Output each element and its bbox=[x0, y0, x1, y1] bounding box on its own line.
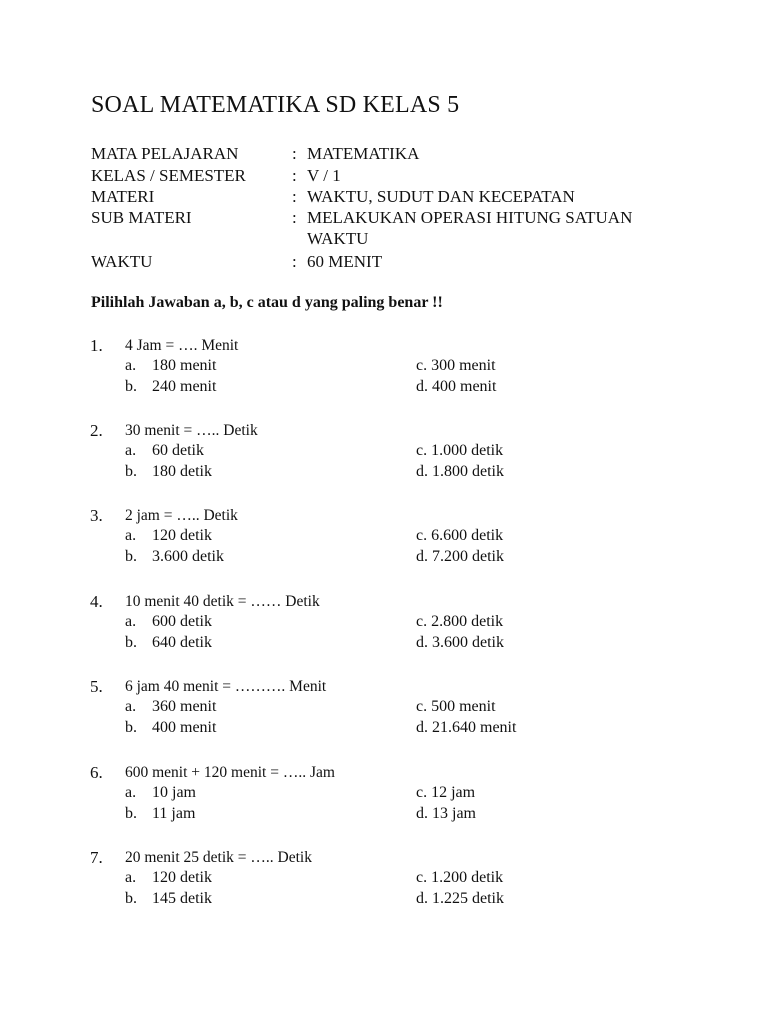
meta-colon: : bbox=[292, 187, 297, 206]
option-b bbox=[125, 463, 212, 481]
meta-label: SUB MATERI bbox=[91, 208, 192, 227]
option-letter: b. bbox=[125, 634, 137, 651]
option-a bbox=[125, 698, 216, 716]
option-a bbox=[125, 869, 212, 887]
meta-value: 60 MENIT bbox=[307, 252, 383, 271]
meta-colon: : bbox=[292, 252, 297, 271]
option-text: 640 detik bbox=[152, 634, 212, 651]
question-text: 20 menit 25 detik = ….. Detik bbox=[125, 849, 312, 866]
page-title: SOAL MATEMATIKA SD KELAS 5 bbox=[91, 92, 460, 118]
question-text: 2 jam = ….. Detik bbox=[125, 507, 238, 524]
option-d: d. 1.225 detik bbox=[416, 890, 504, 907]
question-number: 7. bbox=[90, 848, 103, 867]
option-text: 240 menit bbox=[152, 378, 217, 395]
option-b bbox=[125, 805, 195, 823]
instruction-text: Pilihlah Jawaban a, b, c atau d yang paling benar !! bbox=[91, 294, 443, 311]
question-item bbox=[0, 592, 768, 658]
question-item bbox=[0, 763, 768, 829]
meta-colon: : bbox=[292, 144, 297, 163]
question-number: 4. bbox=[90, 592, 103, 611]
question-number: 6. bbox=[90, 763, 103, 782]
option-letter: a. bbox=[125, 613, 137, 630]
question-item bbox=[0, 677, 768, 743]
option-b bbox=[125, 890, 212, 908]
option-letter: a. bbox=[125, 442, 137, 459]
question-text: 600 menit + 120 menit = ….. Jam bbox=[125, 764, 335, 781]
option-text: 180 detik bbox=[152, 463, 212, 480]
meta-value: MATEMATIKA bbox=[307, 144, 420, 163]
question-item bbox=[0, 848, 768, 914]
meta-value: V / 1 bbox=[307, 166, 341, 185]
option-a bbox=[125, 527, 212, 545]
meta-label: MATERI bbox=[91, 187, 155, 206]
meta-colon: : bbox=[292, 166, 297, 185]
option-text: 11 jam bbox=[152, 805, 196, 822]
option-a bbox=[125, 357, 216, 375]
option-c: c. 500 menit bbox=[416, 698, 496, 715]
option-letter: b. bbox=[125, 805, 137, 822]
meta-value: MELAKUKAN OPERASI HITUNG SATUAN WAKTU bbox=[307, 208, 633, 248]
option-d: d. 400 menit bbox=[416, 378, 497, 395]
question-number: 2. bbox=[90, 421, 103, 440]
question-item bbox=[0, 336, 768, 402]
option-text: 60 detik bbox=[152, 442, 204, 459]
question-item bbox=[0, 421, 768, 487]
option-b bbox=[125, 634, 212, 652]
meta-label: WAKTU bbox=[91, 252, 153, 271]
question-number: 1. bbox=[90, 336, 103, 355]
option-c: c. 2.800 detik bbox=[416, 613, 504, 630]
option-text: 360 menit bbox=[152, 698, 217, 715]
meta-label: KELAS / SEMESTER bbox=[91, 166, 246, 185]
option-text: 120 detik bbox=[152, 527, 212, 544]
option-text: 145 detik bbox=[152, 890, 212, 907]
option-d: d. 13 jam bbox=[416, 805, 476, 822]
option-text: 600 detik bbox=[152, 613, 212, 630]
question-number: 5. bbox=[90, 677, 103, 696]
question-number: 3. bbox=[90, 506, 103, 525]
option-c: c. 1.000 detik bbox=[416, 442, 504, 459]
option-letter: b. bbox=[125, 548, 137, 565]
meta-label: MATA PELAJARAN bbox=[91, 144, 239, 163]
option-a bbox=[125, 442, 204, 460]
question-text: 6 jam 40 menit = ………. Menit bbox=[125, 678, 327, 695]
option-d: d. 1.800 detik bbox=[416, 463, 504, 480]
option-text: 180 menit bbox=[152, 357, 217, 374]
option-c: c. 300 menit bbox=[416, 357, 496, 374]
question-text: 30 menit = ….. Detik bbox=[125, 422, 258, 439]
option-a bbox=[125, 613, 212, 631]
question-text: 10 menit 40 detik = …… Detik bbox=[125, 593, 320, 610]
option-letter: b. bbox=[125, 719, 137, 736]
option-c: c. 12 jam bbox=[416, 784, 476, 801]
option-d: d. 21.640 menit bbox=[416, 719, 517, 736]
option-d: d. 7.200 detik bbox=[416, 548, 504, 565]
meta-value: WAKTU, SUDUT DAN KECEPATAN bbox=[307, 187, 575, 206]
option-letter: a. bbox=[125, 527, 137, 544]
option-text: 3.600 detik bbox=[152, 548, 224, 565]
option-text: 10 jam bbox=[152, 784, 196, 801]
option-letter: b. bbox=[125, 890, 137, 907]
question-text: 4 Jam = …. Menit bbox=[125, 337, 239, 354]
option-b bbox=[125, 719, 216, 737]
question-item bbox=[0, 506, 768, 572]
option-text: 120 detik bbox=[152, 869, 212, 886]
option-letter: a. bbox=[125, 869, 137, 886]
option-c: c. 6.600 detik bbox=[416, 527, 504, 544]
option-c: c. 1.200 detik bbox=[416, 869, 504, 886]
option-letter: a. bbox=[125, 784, 137, 801]
option-letter: a. bbox=[125, 357, 137, 374]
option-letter: b. bbox=[125, 463, 137, 480]
option-b bbox=[125, 548, 224, 566]
option-d: d. 3.600 detik bbox=[416, 634, 504, 651]
option-text: 400 menit bbox=[152, 719, 217, 736]
option-a bbox=[125, 784, 196, 802]
option-letter: a. bbox=[125, 698, 137, 715]
option-b bbox=[125, 378, 216, 396]
option-letter: b. bbox=[125, 378, 137, 395]
meta-colon: : bbox=[292, 208, 297, 227]
